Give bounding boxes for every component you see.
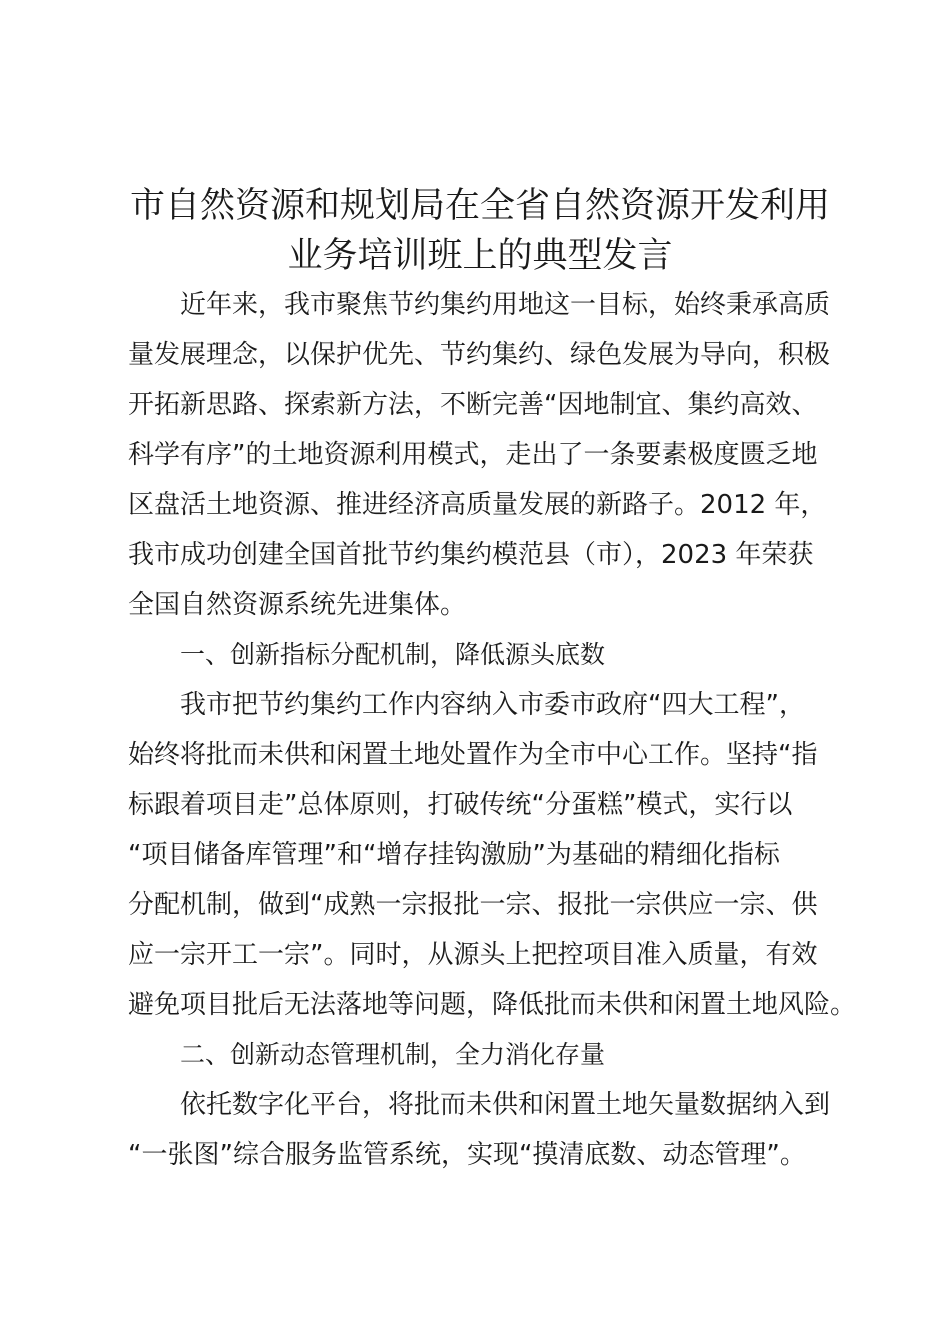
paragraph-2-line-3: 标跟着项目走”总体原则，打破传统“分蛋糕”模式，实行以 — [128, 790, 793, 820]
paragraph-2-line-6: 应一宗开工一宗”。同时，从源头上把控项目准入质量，有效 — [128, 940, 818, 970]
paragraph-2-line-5: 分配机制，做到“成熟一宗报批一宗、报批一宗供应一宗、供 — [128, 890, 818, 920]
document-title-line-2: 业务培训班上的典型发言 — [287, 236, 673, 276]
paragraph-1-line-6: 我市成功创建全国首批节约集约模范县（市），2023 年荣获 — [128, 540, 814, 570]
section-heading-2: 二、创新动态管理机制，全力消化存量 — [180, 1040, 606, 1069]
paragraph-1-line-2: 量发展理念，以保护优先、节约集约、绿色发展为导向，积极 — [128, 340, 831, 370]
paragraph-3-line-1: 依托数字化平台，将批而未供和闲置土地矢量数据纳入到 — [180, 1090, 831, 1120]
paragraph-2-line-2: 始终将批而未供和闲置土地处置作为全市中心工作。坚持“指 — [128, 740, 818, 770]
section-heading-1: 一、创新指标分配机制，降低源头底数 — [180, 640, 606, 669]
paragraph-2-line-4: “项目储备库管理”和“增存挂钩激励”为基础的精细化指标 — [128, 840, 780, 870]
paragraph-1-line-7: 全国自然资源系统先进集体。 — [128, 590, 467, 620]
paragraph-1-line-3: 开拓新思路、探索新方法，不断完善“因地制宜、集约高效、 — [128, 390, 818, 420]
paragraph-1-line-5: 区盘活土地资源、推进经济高质量发展的新路子。2012 年， — [128, 490, 827, 520]
paragraph-3-line-2: “一张图”综合服务监管系统，实现“摸清底数、动态管理”。 — [128, 1140, 806, 1170]
paragraph-2-line-7: 避免项目批后无法落地等问题，降低批而未供和闲置土地风险。 — [128, 990, 857, 1020]
paragraph-1-line-1: 近年来，我市聚焦节约集约用地这一目标，始终秉承高质 — [180, 290, 831, 320]
paragraph-2-line-1: 我市把节约集约工作内容纳入市委市政府“四大工程”， — [180, 690, 805, 720]
document-title-line-1: 市自然资源和规划局在全省自然资源开发利用 — [129, 186, 830, 226]
paragraph-1-line-4: 科学有序”的土地资源利用模式，走出了一条要素极度匮乏地 — [128, 440, 818, 470]
